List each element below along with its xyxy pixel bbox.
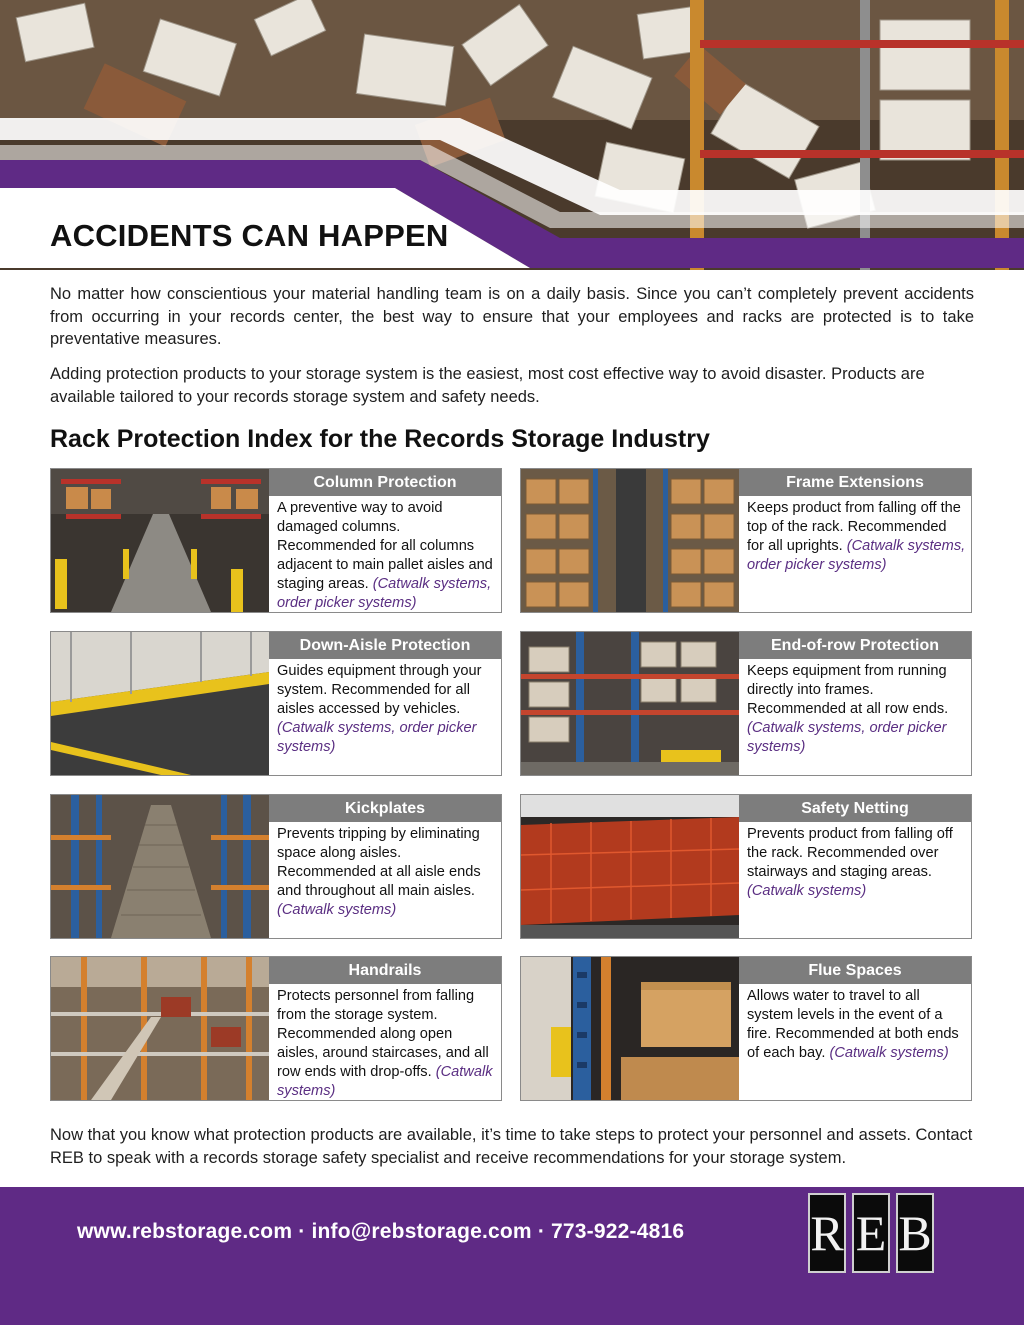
card-title: Kickplates: [269, 795, 501, 822]
card-safety-netting: [520, 794, 972, 939]
card-title: Down-Aisle Protection: [269, 632, 501, 659]
card-title: Column Protection: [269, 469, 501, 496]
card-flue-spaces: [520, 956, 972, 1101]
card-description: [277, 987, 497, 1101]
card-title: End-of-row Protection: [739, 632, 971, 659]
card-frame-extensions: [520, 468, 972, 613]
card-note: (Catwalk systems): [277, 1064, 493, 1099]
closing-paragraph: Now that you know what protection products are available, it’s time to take steps to protect your personnel and assets. Contact REB to speak with a records storage safety specialist and receive recommendations for your storage system.: [50, 1126, 973, 1167]
intro-paragraph-1: No matter how conscientious your material handling team is on a daily basis. Since you can’t completely prevent accidents from occurring in your records center, the best way to ensure that your employees and racks are protected is to take preventative measures.: [50, 285, 974, 348]
card-note: (Catwalk systems, order picker systems): [277, 720, 477, 755]
card-down-aisle-protection: [50, 631, 502, 776]
card-column-protection: [50, 468, 502, 613]
logo-letter-r: R: [808, 1193, 846, 1273]
logo-letter-e: E: [852, 1193, 890, 1273]
contact-line: www.rebstorage.com · info@rebstorage.com · 773-922-4816: [77, 1220, 685, 1243]
card-title: Flue Spaces: [739, 957, 971, 984]
intro-paragraph-2: Adding protection products to your storage system is the easiest, most cost effective way to avoid disaster. Products are available tailored to your records storage system and safety needs.: [50, 365, 925, 406]
card-text: A preventive way to avoid damaged columns. Recommended for all columns adjacent to main pallet aisles and staging areas.: [277, 500, 493, 592]
card-kickplates: [50, 794, 502, 939]
card-note: (Catwalk systems): [277, 902, 397, 918]
safety-netting-photo: [521, 795, 739, 938]
card-end-of-row-protection: [520, 631, 972, 776]
card-text: Protects personnel from falling from the storage system. Recommended along open aisles, around staircases, and all row ends with drop-offs.: [277, 988, 489, 1080]
card-title: Safety Netting: [739, 795, 971, 822]
card-text: Keeps equipment from running directly into frames. Recommended at all row ends.: [747, 663, 949, 717]
reb-logo: [808, 1193, 938, 1275]
card-handrails: [50, 956, 502, 1101]
kickplates-photo: [51, 795, 269, 938]
card-description: [277, 825, 497, 920]
card-text: Guides equipment through your system. Recommended for all aisles accessed by vehicles.: [277, 663, 482, 717]
logo-letter-b: B: [896, 1193, 934, 1273]
card-text: Prevents product from falling off the rack. Recommended over stairways and staging areas.: [747, 826, 953, 880]
card-title: Frame Extensions: [739, 469, 971, 496]
down-aisle-protection-photo: [51, 632, 269, 775]
card-description: [747, 662, 967, 757]
card-description: [277, 662, 497, 757]
card-text: Allows water to travel to all system levels in the event of a fire. Recommended at both ends of each bay.: [747, 988, 959, 1061]
section-title: Rack Protection Index for the Records Storage Industry: [50, 425, 710, 453]
end-of-row-protection-photo: [521, 632, 739, 775]
page-title: ACCIDENTS CAN HAPPEN: [50, 218, 449, 253]
frame-extensions-photo: [521, 469, 739, 612]
card-note: (Catwalk systems, order picker systems): [747, 538, 966, 573]
card-note: (Catwalk systems, order picker systems): [747, 720, 947, 755]
card-description: [747, 499, 967, 575]
card-description: [747, 987, 967, 1063]
card-text: Keeps product from falling off the top of the rack. Recommended for all uprights.: [747, 500, 961, 554]
card-note: (Catwalk systems, order picker systems): [277, 576, 492, 611]
card-note: (Catwalk systems): [747, 883, 867, 899]
card-title: Handrails: [269, 957, 501, 984]
handrails-photo: [51, 957, 269, 1100]
card-text: Prevents tripping by eliminating space along aisles. Recommended at all aisle ends and throughout all main aisles.: [277, 826, 481, 899]
card-description: [277, 499, 497, 613]
card-description: [747, 825, 967, 901]
column-protection-photo: [51, 469, 269, 612]
card-note: (Catwalk systems): [829, 1045, 949, 1061]
flue-spaces-photo: [521, 957, 739, 1100]
